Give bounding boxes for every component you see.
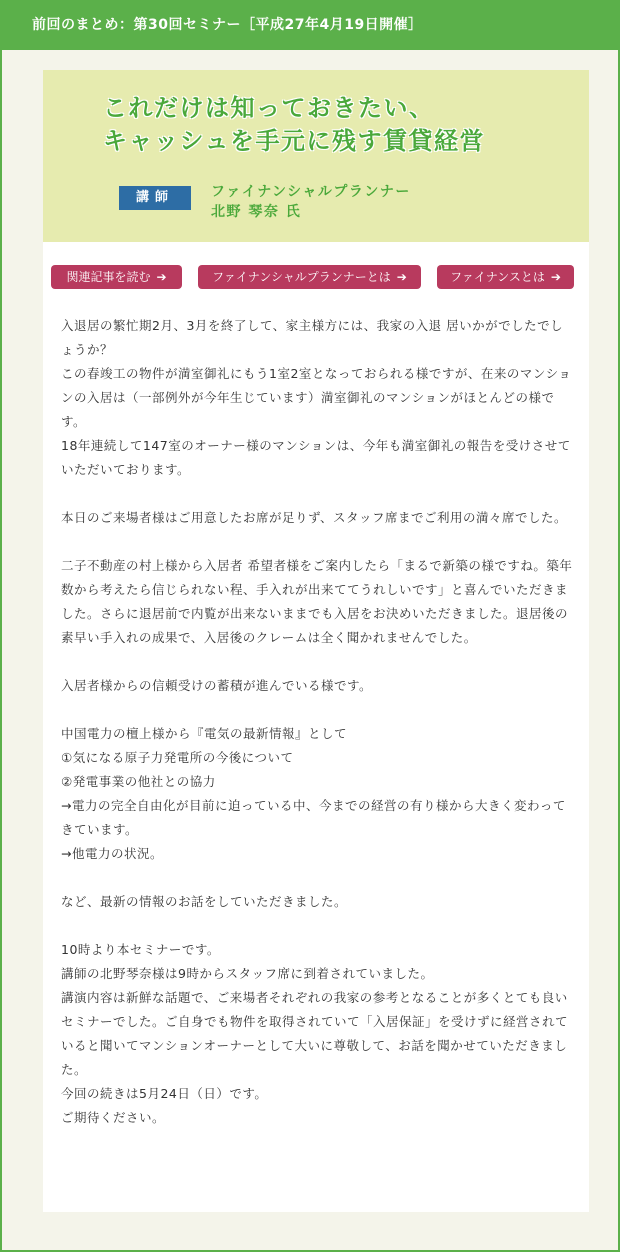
- related-articles-label: 関連記事を読む: [66, 270, 151, 284]
- page-header-title: 前回のまとめ：第30回セミナー［平成27年4月19日開催］: [32, 17, 423, 33]
- arrow-right-icon: ➔: [396, 270, 407, 284]
- financial-planner-link-button[interactable]: [198, 265, 421, 289]
- finance-link-button[interactable]: [437, 265, 574, 289]
- article-card: [43, 70, 589, 1212]
- lecturer-name: 北野 琴奈 氏: [211, 204, 302, 220]
- page-header: [0, 0, 620, 50]
- seminar-title-line-1: これだけは知っておきたい、: [103, 94, 435, 122]
- financial-planner-link-label: ファイナンシャルプランナーとは: [212, 270, 391, 284]
- arrow-right-icon: ➔: [550, 270, 561, 284]
- arrow-right-icon: ➔: [156, 270, 167, 284]
- article-body: 入退居の繁忙期2月、3月を終了して、家主様方には、我家の入退 居いかがでしたでしょうか？ この春竣工の物件が満室御礼にもう1室2室となっておられる様ですが、在来のマンションの入居は（一部例外が今年生じています）満室御礼のマンションがほとんどの様です。 18年連続して147室のオーナー様のマンションは、今年も満室御礼の報告を受けさせていただいております。 本日のご来場者様はご用意したお席が足りず、スタッフ席までご利用の満々席でした。 二子不動産の村上様から入居者 希望者様をご案内したら「まるで新築の様ですね。築年数から考えたら信じられない程、手入れが出来ててうれしいです」と喜んでいただきました。さらに退居前で内覧が出来ないままでも入居をお決めいただきました。退居後の素早い手入れの成果で、入居後のクレームは全く聞かれませんでした。 入居者様からの信頼受けの蓄積が進んでいる様です。 中国電力の檀上様から『電気の最新情報』として ①気になる原子力発電所の今後について ②発電事業の他社との協力 →電力の完全自由化が目前に迫っている中、今までの経営の有り様から大きく変わってきています。 →他電力の状況。 など、最新の情報のお話をしていただきました。 10時より本セミナーです。 講師の北野琴奈様は9時からスタッフ席に到着されていました。 講演内容は新鮮な話題で、ご来場者それぞれの我家の参考となることが多くとても良いセミナーでした。ご自身でも物件を取得されていて「入居保証」を受けずに経営されていると聞いてマンションオーナーとして大いに尊敬して、お話を聞かせていただきました。 今回の続きは5月24日（日）です。 ご期待ください。: [61, 318, 573, 1125]
- related-articles-button[interactable]: [51, 265, 182, 289]
- finance-link-label: ファイナンスとは: [450, 270, 545, 284]
- seminar-banner: [43, 70, 589, 242]
- lecturer-role: ファイナンシャルプランナー: [211, 184, 411, 200]
- seminar-title: [103, 92, 485, 158]
- lecturer-badge: 講師: [119, 186, 191, 210]
- seminar-title-line-2: キャッシュを手元に残す賃貸経営: [103, 127, 486, 155]
- lecturer-info: [211, 182, 411, 222]
